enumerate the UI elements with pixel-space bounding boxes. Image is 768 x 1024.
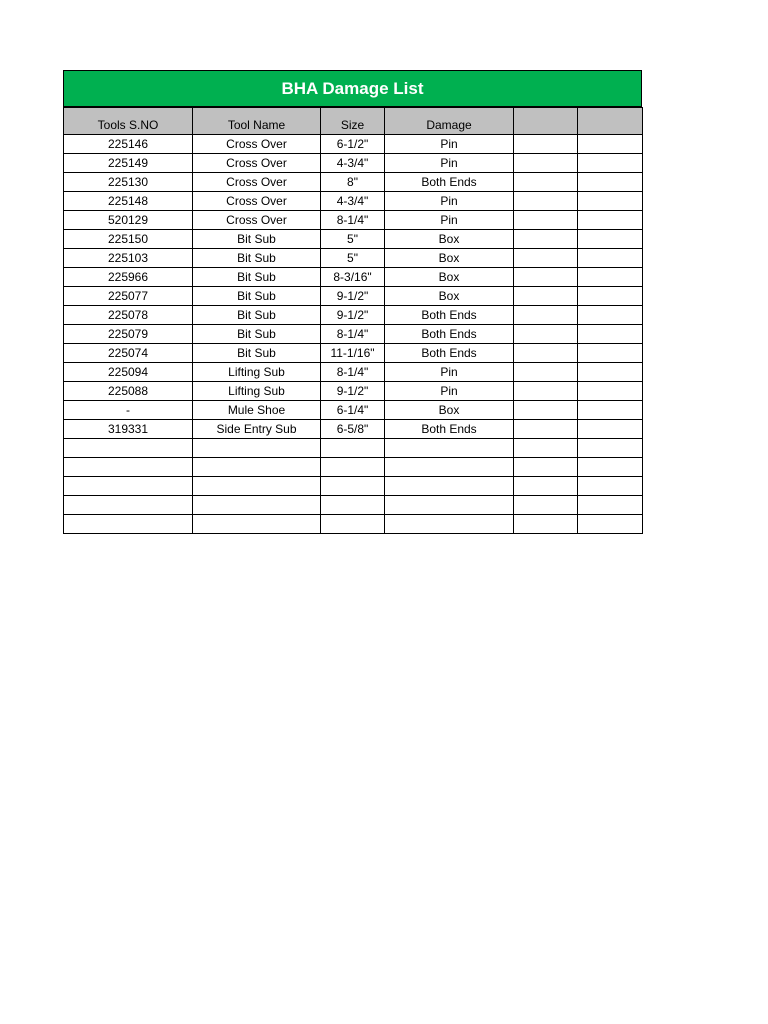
cell-damage[interactable]: Box bbox=[385, 268, 514, 287]
cell-blank-1[interactable] bbox=[514, 344, 578, 363]
cell-damage[interactable]: Box bbox=[385, 401, 514, 420]
cell-tools-sno[interactable]: - bbox=[64, 401, 193, 420]
table-row bbox=[64, 515, 643, 534]
cell-blank-1[interactable] bbox=[514, 154, 578, 173]
cell-blank-1[interactable] bbox=[514, 306, 578, 325]
cell-blank-2[interactable] bbox=[578, 249, 643, 268]
cell-damage[interactable] bbox=[385, 515, 514, 534]
table-row bbox=[64, 287, 643, 306]
cell-tools-sno[interactable]: 225074 bbox=[64, 344, 193, 363]
cell-damage[interactable]: Box bbox=[385, 287, 514, 306]
table-row bbox=[64, 325, 643, 344]
cell-blank-2[interactable] bbox=[578, 287, 643, 306]
cell-size[interactable]: 5" bbox=[321, 230, 385, 249]
table-row bbox=[64, 382, 643, 401]
header-row bbox=[64, 108, 643, 135]
column-header-damage: Damage bbox=[385, 108, 514, 135]
cell-tools-sno[interactable]: 225966 bbox=[64, 268, 193, 287]
cell-damage[interactable]: Both Ends bbox=[385, 325, 514, 344]
cell-damage[interactable] bbox=[385, 477, 514, 496]
cell-blank-1[interactable] bbox=[514, 496, 578, 515]
cell-blank-2[interactable] bbox=[578, 420, 643, 439]
cell-blank-1[interactable] bbox=[514, 230, 578, 249]
cell-blank-1[interactable] bbox=[514, 173, 578, 192]
cell-damage[interactable]: Box bbox=[385, 249, 514, 268]
table-row bbox=[64, 268, 643, 287]
cell-size[interactable]: 8-1/4" bbox=[321, 363, 385, 382]
cell-size[interactable]: 9-1/2" bbox=[321, 306, 385, 325]
cell-tools-sno[interactable]: 225094 bbox=[64, 363, 193, 382]
cell-size[interactable]: 8-1/4" bbox=[321, 325, 385, 344]
cell-tool-name[interactable]: Lifting Sub bbox=[193, 363, 321, 382]
damage-table bbox=[63, 107, 643, 534]
table-row bbox=[64, 154, 643, 173]
table-row bbox=[64, 306, 643, 325]
cell-damage[interactable]: Both Ends bbox=[385, 173, 514, 192]
cell-size[interactable] bbox=[321, 515, 385, 534]
cell-tools-sno[interactable] bbox=[64, 496, 193, 515]
cell-blank-2[interactable] bbox=[578, 154, 643, 173]
cell-tool-name[interactable]: Side Entry Sub bbox=[193, 420, 321, 439]
cell-blank-1[interactable] bbox=[514, 249, 578, 268]
cell-tool-name[interactable]: Bit Sub bbox=[193, 249, 321, 268]
cell-tool-name[interactable]: Mule Shoe bbox=[193, 401, 321, 420]
cell-tool-name[interactable]: Bit Sub bbox=[193, 287, 321, 306]
cell-size[interactable] bbox=[321, 458, 385, 477]
cell-tool-name[interactable]: Bit Sub bbox=[193, 230, 321, 249]
cell-blank-2[interactable] bbox=[578, 382, 643, 401]
column-header-blank-2 bbox=[578, 108, 643, 135]
cell-tools-sno[interactable]: 225146 bbox=[64, 135, 193, 154]
cell-blank-1[interactable] bbox=[514, 458, 578, 477]
cell-size[interactable]: 6-5/8" bbox=[321, 420, 385, 439]
cell-tools-sno[interactable]: 319331 bbox=[64, 420, 193, 439]
column-header-blank-1 bbox=[514, 108, 578, 135]
cell-blank-1[interactable] bbox=[514, 192, 578, 211]
table-row bbox=[64, 173, 643, 192]
cell-blank-1[interactable] bbox=[514, 477, 578, 496]
table-body bbox=[64, 135, 643, 534]
cell-blank-2[interactable] bbox=[578, 325, 643, 344]
column-header-tool-name: Tool Name bbox=[193, 108, 321, 135]
cell-tools-sno[interactable] bbox=[64, 515, 193, 534]
cell-tool-name[interactable]: Lifting Sub bbox=[193, 382, 321, 401]
cell-damage[interactable]: Pin bbox=[385, 154, 514, 173]
cell-size[interactable] bbox=[321, 477, 385, 496]
cell-damage[interactable] bbox=[385, 439, 514, 458]
cell-tools-sno[interactable]: 225149 bbox=[64, 154, 193, 173]
cell-damage[interactable]: Both Ends bbox=[385, 420, 514, 439]
cell-size[interactable]: 6-1/2" bbox=[321, 135, 385, 154]
cell-tools-sno[interactable]: 225130 bbox=[64, 173, 193, 192]
cell-size[interactable]: 9-1/2" bbox=[321, 287, 385, 306]
cell-size[interactable]: 11-1/16" bbox=[321, 344, 385, 363]
cell-blank-2[interactable] bbox=[578, 458, 643, 477]
cell-tool-name[interactable] bbox=[193, 515, 321, 534]
table-row bbox=[64, 496, 643, 515]
cell-size[interactable] bbox=[321, 496, 385, 515]
cell-tool-name[interactable] bbox=[193, 439, 321, 458]
cell-blank-2[interactable] bbox=[578, 268, 643, 287]
cell-tool-name[interactable]: Bit Sub bbox=[193, 344, 321, 363]
cell-tool-name[interactable]: Bit Sub bbox=[193, 306, 321, 325]
table-row bbox=[64, 363, 643, 382]
cell-blank-1[interactable] bbox=[514, 382, 578, 401]
table-row bbox=[64, 477, 643, 496]
cell-blank-2[interactable] bbox=[578, 230, 643, 249]
cell-blank-2[interactable] bbox=[578, 344, 643, 363]
cell-blank-2[interactable] bbox=[578, 439, 643, 458]
cell-blank-1[interactable] bbox=[514, 325, 578, 344]
cell-tool-name[interactable]: Cross Over bbox=[193, 135, 321, 154]
cell-tool-name[interactable] bbox=[193, 458, 321, 477]
cell-size[interactable]: 6-1/4" bbox=[321, 401, 385, 420]
cell-tools-sno[interactable]: 225078 bbox=[64, 306, 193, 325]
column-header-size: Size bbox=[321, 108, 385, 135]
cell-damage[interactable]: Both Ends bbox=[385, 344, 514, 363]
cell-tool-name[interactable]: Cross Over bbox=[193, 211, 321, 230]
cell-size[interactable] bbox=[321, 439, 385, 458]
cell-damage[interactable]: Pin bbox=[385, 382, 514, 401]
cell-tool-name[interactable]: Bit Sub bbox=[193, 325, 321, 344]
cell-blank-1[interactable] bbox=[514, 268, 578, 287]
cell-tool-name[interactable] bbox=[193, 496, 321, 515]
cell-tool-name[interactable] bbox=[193, 477, 321, 496]
table-row bbox=[64, 192, 643, 211]
cell-size[interactable]: 4-3/4" bbox=[321, 154, 385, 173]
cell-damage[interactable]: Pin bbox=[385, 363, 514, 382]
cell-blank-2[interactable] bbox=[578, 515, 643, 534]
cell-size[interactable]: 8-3/16" bbox=[321, 268, 385, 287]
cell-tool-name[interactable]: Bit Sub bbox=[193, 268, 321, 287]
cell-blank-2[interactable] bbox=[578, 306, 643, 325]
cell-blank-1[interactable] bbox=[514, 401, 578, 420]
cell-blank-1[interactable] bbox=[514, 287, 578, 306]
cell-blank-2[interactable] bbox=[578, 211, 643, 230]
cell-tool-name[interactable]: Cross Over bbox=[193, 154, 321, 173]
cell-blank-2[interactable] bbox=[578, 477, 643, 496]
cell-tools-sno[interactable] bbox=[64, 458, 193, 477]
cell-tools-sno[interactable]: 225077 bbox=[64, 287, 193, 306]
cell-damage[interactable]: Pin bbox=[385, 135, 514, 154]
cell-size[interactable]: 9-1/2" bbox=[321, 382, 385, 401]
cell-blank-2[interactable] bbox=[578, 363, 643, 382]
cell-tools-sno[interactable] bbox=[64, 477, 193, 496]
cell-tools-sno[interactable]: 520129 bbox=[64, 211, 193, 230]
cell-tool-name[interactable]: Cross Over bbox=[193, 192, 321, 211]
cell-damage[interactable]: Both Ends bbox=[385, 306, 514, 325]
cell-damage[interactable] bbox=[385, 458, 514, 477]
cell-blank-1[interactable] bbox=[514, 135, 578, 154]
cell-blank-2[interactable] bbox=[578, 496, 643, 515]
cell-tools-sno[interactable]: 225088 bbox=[64, 382, 193, 401]
cell-blank-1[interactable] bbox=[514, 515, 578, 534]
cell-size[interactable]: 5" bbox=[321, 249, 385, 268]
table-row bbox=[64, 249, 643, 268]
column-header-tools-sno: Tools S.NO bbox=[64, 108, 193, 135]
cell-damage[interactable]: Pin bbox=[385, 211, 514, 230]
cell-tools-sno[interactable]: 225148 bbox=[64, 192, 193, 211]
cell-blank-1[interactable] bbox=[514, 420, 578, 439]
bha-damage-sheet bbox=[63, 70, 642, 534]
cell-damage[interactable] bbox=[385, 496, 514, 515]
cell-blank-2[interactable] bbox=[578, 135, 643, 154]
cell-damage[interactable]: Box bbox=[385, 230, 514, 249]
cell-tools-sno[interactable]: 225103 bbox=[64, 249, 193, 268]
cell-tools-sno[interactable] bbox=[64, 439, 193, 458]
cell-blank-1[interactable] bbox=[514, 211, 578, 230]
table-row bbox=[64, 458, 643, 477]
table-row bbox=[64, 439, 643, 458]
table-row bbox=[64, 420, 643, 439]
cell-blank-1[interactable] bbox=[514, 363, 578, 382]
table-row bbox=[64, 344, 643, 363]
table-row bbox=[64, 401, 643, 420]
cell-blank-1[interactable] bbox=[514, 439, 578, 458]
sheet-title: BHA Damage List bbox=[63, 70, 642, 107]
cell-size[interactable]: 8" bbox=[321, 173, 385, 192]
table-row bbox=[64, 211, 643, 230]
cell-blank-2[interactable] bbox=[578, 192, 643, 211]
cell-damage[interactable]: Pin bbox=[385, 192, 514, 211]
cell-size[interactable]: 4-3/4" bbox=[321, 192, 385, 211]
table-row bbox=[64, 135, 643, 154]
cell-tool-name[interactable]: Cross Over bbox=[193, 173, 321, 192]
table-row bbox=[64, 230, 643, 249]
cell-blank-2[interactable] bbox=[578, 401, 643, 420]
cell-size[interactable]: 8-1/4" bbox=[321, 211, 385, 230]
cell-tools-sno[interactable]: 225150 bbox=[64, 230, 193, 249]
cell-tools-sno[interactable]: 225079 bbox=[64, 325, 193, 344]
cell-blank-2[interactable] bbox=[578, 173, 643, 192]
